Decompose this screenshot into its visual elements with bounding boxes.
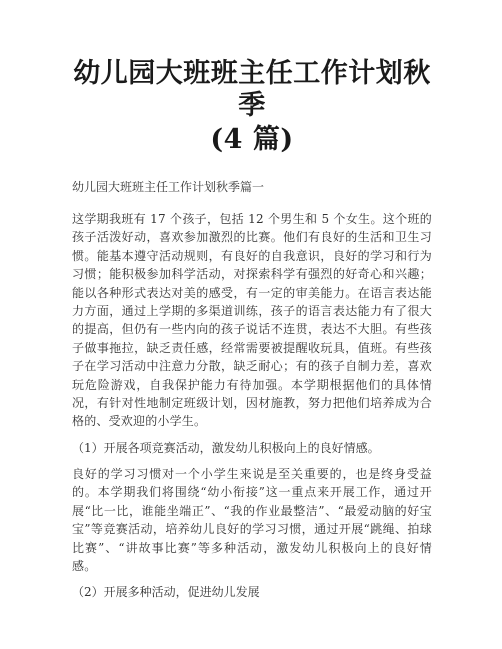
section-heading-2: （2）开展多种活动，促进幼儿发展 (72, 585, 260, 600)
section-heading-1: （1）开展各项竞赛活动，激发幼儿积极向上的良好情感。 (72, 440, 380, 455)
title-line-1: 幼儿园大班班主任工作计划秋季 (73, 58, 431, 121)
paragraph-learning-habits: 良好的学习习惯对一个小学生来说是至关重要的，也是终身受益的。本学期我们将围绕“幼小衔接”这一重点来开展工作，通过开展“比一比，谁能坐端正”、“我的作业最整洁”、“最爱动脑的好宝宝”等竞赛活动，培养幼儿良好的学习习惯，通过开展“跳绳、拍球比赛”、“讲故事比赛”等多种活动，激发幼儿积极向上的良好情感。 (72, 466, 432, 573)
title-line-2: (4 篇) (210, 124, 294, 155)
document-title (72, 58, 432, 156)
paragraph-class-overview: 这学期我班有 17 个孩子，包括 12 个男生和 5 个女生。这个班的孩子活泼好动，喜欢参加激烈的比赛。他们有良好的生活和卫生习惯。能基本遵守活动规则，有良好的自我意识，良好的学习和行为习惯；能积极参加科学活动，对探索科学有强烈的好奇心和兴趣；能以各种形式表达对美的感受，有一定的审美能力。在语言表达能力方面，通过上学期的多渠道训练，孩子的语言表达能力有了很大的提高，但仍有一些内向的孩子说话不连贯，表达不大胆。有些孩子做事拖拉，缺乏责任感，经常需要被提醒收玩具，值班。有些孩子在学习活动中注意力分散，缺乏耐心；有的孩子自制力差，喜欢玩危险游戏，自我保护能力有待加强。本学期根据他们的具体情况，有针对性地制定班级计划，因材施教，努力把他们培养成为合格的、受欢迎的小学生。 (72, 212, 432, 429)
section-subtitle: 幼儿园大班班主任工作计划秋季篇一 (72, 180, 265, 194)
